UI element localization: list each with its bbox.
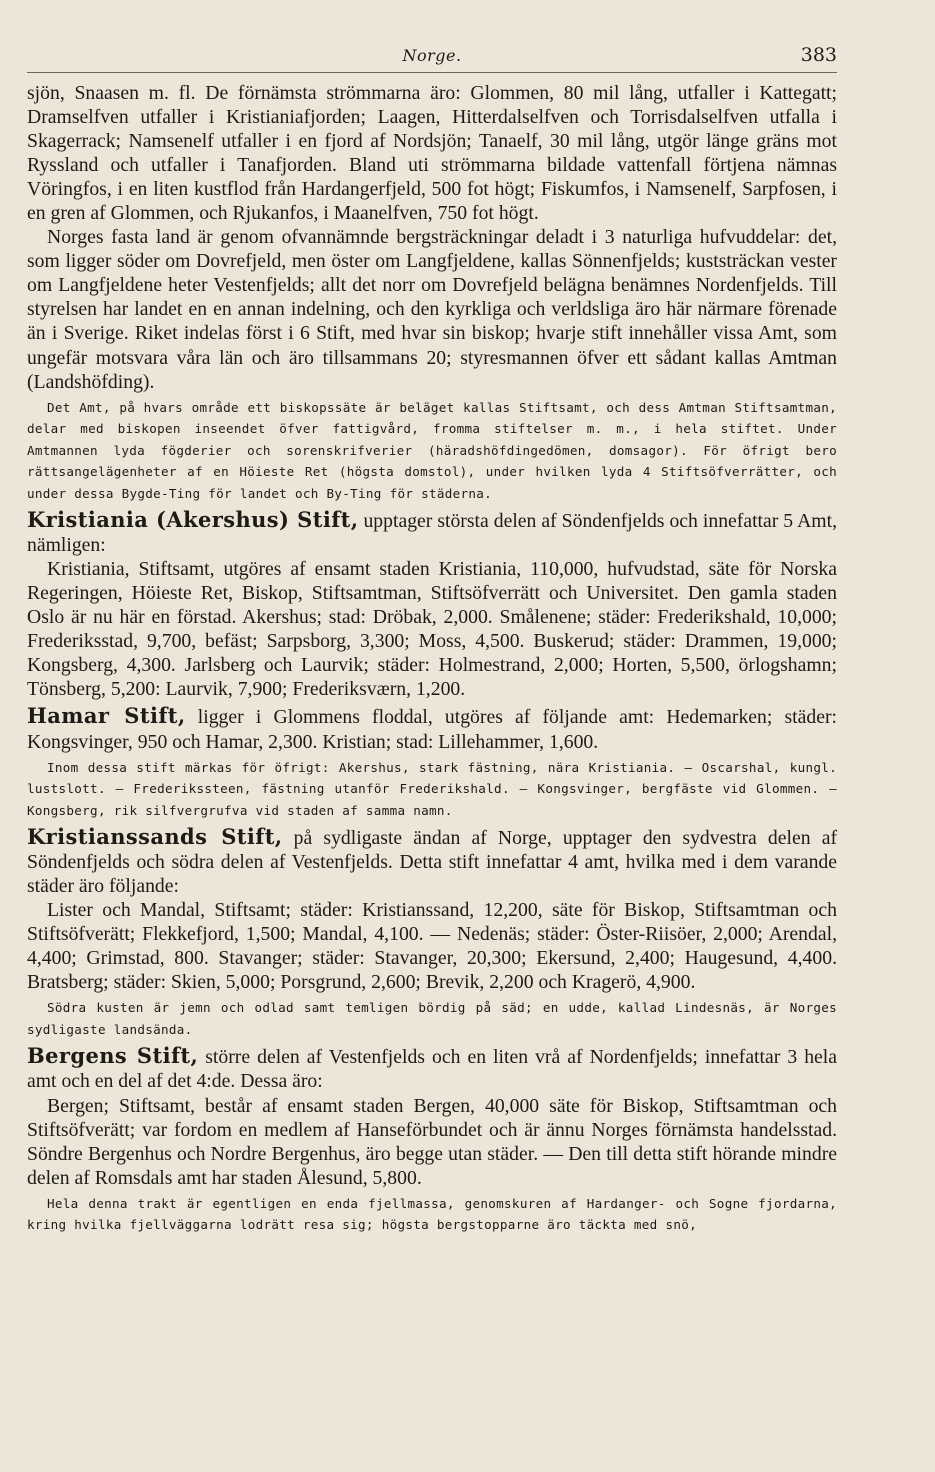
section-bergens-text: större delen af Vestenfjelds och en liten vrå af Nordenfjelds; innefattar 3 hela amt och en del af det 4:de. Dessa äro: [27,1046,837,1093]
note-fortresses: Inom dessa stift märkas för öfrigt: Akershus, stark fästning, nära Kristiania. — Oscarshal, kungl. lustslott. — Frederikssteen, fästning utanför Frederikshald. — Kongsvinger, bergfäste vid Glommen. — Kongsberg, rik silfvergrufva vid staden af samma namn. [27,759,837,818]
heading-kristianssands-stift: Kristianssands Stift, [27,824,283,850]
note-stiftsamt: Det Amt, på hvars område ett biskopssäte är beläget kallas Stiftsamt, och dess Amtman Stiftsamtman, delar med biskopen inseendet öfver fattigvård, fromma stiftelser m. m., i hela stiftet. Under Amtmannen lyda fögderier och sorenskrifverier (häradshöfdingedömen, domsagor). För öfrigt bero rättsangelägenheter af en Höieste Ret (högsta domstol), under hvilken lyda 4 Stiftsöfverrätter, och under dessa Bygde-Ting för landet och By-Ting för städerna. [27,399,837,501]
paragraph-kristianssands-amt: Lister och Mandal, Stiftsamt; städer: Kristianssand, 12,200, säte för Biskop, Stiftsamtman och Stiftsöfverätt; Flekkefjord, 1,500; Mandal, 4,100. — Nedenäs; städer: Öster-Riisöer, 2,000; Arendal, 4,400; Grimstad, 800. Stavanger; städer: Stavanger, 20,300; Ekersund, 2,400; Haugesund, 4,400. Bratsberg; städer: Skien, 5,000; Porsgrund, 2,600; Brevik, 2,200 och Kragerö, 4,900. [27,899,837,994]
running-head: Norge. [402,46,462,65]
page-number: 383 [800,44,837,66]
section-kristiania-text: upptager största delen af Söndenfjelds och innefattar 5 Amt, nämligen: [27,510,837,557]
section-kristianssands-stift [27,825,837,898]
heading-bergens-stift: Bergens Stift, [27,1043,199,1069]
heading-hamar-stift: Hamar Stift, [27,703,186,729]
paragraph-kristiania-amt: Kristiania, Stiftsamt, utgöres af ensamt staden Kristiania, 110,000, hufvudstad, säte för Norska Regeringen, Höieste Ret, Biskop, Stiftsamtman, Stiftsöfverrätt och Universitet. Den gamla staden Oslo är nu här en förstad. Akershus; stad: Dröbak, 2,000. Smålenene; städer: Frederikshald, 10,000; Frederiksstad, 9,700, befäst; Sarpsborg, 3,300; Moss, 4,500. Buskerud; städer: Drammen, 19,000; Kongsberg, 4,300. Jarlsberg och Laurvik; städer: Holmestrand, 2,000; Horten, 5,500, örlogshamn; Tönsberg, 5,200: Laurvik, 7,900; Frederiksværn, 1,200. [27,558,837,701]
page-header [27,42,837,73]
paragraph-divisions: Norges fasta land är genom ofvannämnde bergsträckningar deladt i 3 naturliga hufvuddelar: det, som ligger söder om Dovrefjeld, men öster om Langfjeldene, kallas Sönnenfjelds; kuststräckan vester om Langfjeldene heter Vestenfjelds; allt det norr om Dovrefjeld belägna benämnes Nordenfjelds. Till styrelsen har landet en en annan indelning, och den kyrkliga och verldsliga äro här närmare förenade än i Sverige. Riket indelas först i 6 Stift, med hvar sin biskop; hvarje stift innehåller vissa Amt, som ungefär motsvara våra län och äro tillsammans 20; styresmannen öfver ett sådant kallas Amtman (Landshöfding). [27,226,837,393]
paragraph-rivers: sjön, Snaasen m. fl. De förnämsta strömmarna äro: Glommen, 80 mil lång, utfaller i Kattegatt; Dramselfven utfaller i Kristianiafjorden; Laagen, Hitterdalselfven och Torrisdalselfven utfalla i Skagerrack; Namsenelf utfaller i en fjord af Nordsjön; Tanaelf, 30 mil lång, utgör länge gräns mot Ryssland och utfaller i Tanafjorden. Bland uti strömmarna bildade vattenfall förtjena nämnas Vöringfos, i en liten kustflod från Hardangerfjeld, 500 fot högt; Fiskumfos, i Namsenelf, Sarpfosen, i en gren af Glommen, och Rjukanfos, i Maanelfven, 750 fot högt. [27,82,837,225]
paragraph-bergens-amt: Bergen; Stiftsamt, består af ensamt staden Bergen, 40,000 säte för Biskop, Stiftsamtman och Stiftsöfverätt; var fordom en medlem af Hanseförbundet och är ännu Norges förnämsta handelsstad. Söndre Bergenhus och Nordre Bergenhus, äro begge utan städer. — Den till detta stift hörande mindre delen af Romsdals amt har staden Ålesund, 5,800. [27,1094,837,1189]
section-hamar-stift [27,704,837,753]
section-kristiania-stift [27,508,837,557]
note-south-coast: Södra kusten är jemn och odlad samt temligen bördig på säd; en udde, kallad Lindesnäs, är Norges sydligaste landsända. [27,1000,837,1037]
section-bergens-stift [27,1044,837,1093]
section-kristianssands-text: på sydligaste ändan af Norge, upptager den sydvestra delen af Söndenfjelds och södra delen af Vestenfjelds. Detta stift innefattar 4 amt, hvilka med i dem varande städer äro följande: [27,827,838,898]
section-hamar-text: ligger i Glommens floddal, utgöres af följande amt: Hedemarken; städer: Kongsvinger, 950 och Hamar, 2,300. Kristian; stad: Lillehammer, 1,600. [27,706,838,753]
heading-kristiania-stift: Kristiania (Akershus) Stift, [27,507,359,533]
note-fjords: Hela denna trakt är egentligen en enda fjellmassa, genomskuren af Hardanger- och Sogne fjordarna, kring hvilka fjellväggarna lodrätt resa sig; högsta bergstopparne äro täckta med snö, [27,1195,837,1233]
